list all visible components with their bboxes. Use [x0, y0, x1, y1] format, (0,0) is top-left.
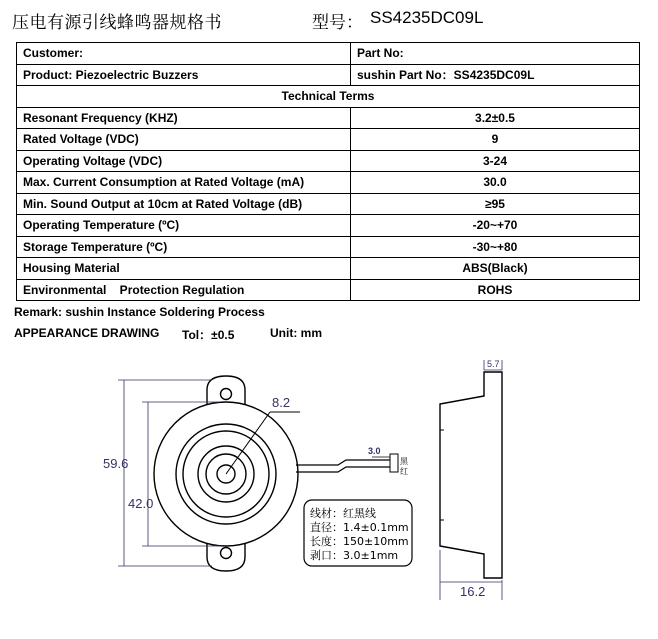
wire-black-label: 黑	[400, 457, 408, 466]
table-row	[17, 172, 640, 194]
dim-strip-label: 3.0	[368, 446, 381, 456]
customer-cell: Customer:	[17, 43, 351, 65]
bottom-mount-hole	[221, 548, 232, 559]
table-row	[17, 43, 640, 65]
side-view	[440, 372, 502, 578]
spec-label: Resonant Frequency (KHZ)	[17, 107, 351, 129]
spec-value: ABS(Black)	[351, 258, 640, 280]
document-title-cn: 压电有源引线蜂鸣器规格书	[12, 13, 222, 33]
spec-label: Rated Voltage (VDC)	[17, 129, 351, 151]
note-line: 剥口：3.0±1mm	[310, 549, 399, 562]
dim-outer-label: 59.6	[103, 456, 129, 471]
appearance-drawing	[0, 350, 658, 639]
table-row	[17, 107, 640, 129]
table-row	[17, 215, 640, 237]
table-row	[17, 64, 640, 86]
dim-side-small-label: 5.7	[487, 359, 500, 369]
spec-label: Min. Sound Output at 10cm at Rated Voltage (dB)	[17, 193, 351, 215]
side-profile	[440, 372, 502, 578]
table-row	[17, 86, 640, 108]
wire-end-strip	[390, 454, 398, 472]
dim-hole-label: 8.2	[272, 395, 291, 410]
model-number: SS4235DC09L	[370, 8, 484, 27]
spec-value: ≥95	[351, 193, 640, 215]
table-row	[17, 193, 640, 215]
spec-value: 3-24	[351, 150, 640, 172]
product-cell: Product: Piezoelectric Buzzers	[17, 64, 351, 86]
tolerance-text: Tol：±0.5	[182, 328, 235, 342]
note-line: 长度：150±10mm	[310, 535, 409, 548]
spec-value: 3.2±0.5	[351, 107, 640, 129]
spec-label: Operating Voltage (VDC)	[17, 150, 351, 172]
table-row	[17, 236, 640, 258]
table-row	[17, 258, 640, 280]
spec-value: -20~+70	[351, 215, 640, 237]
appearance-heading	[14, 326, 322, 342]
wire-red-label: 红	[400, 467, 408, 476]
spec-label: Operating Temperature (ºC)	[17, 215, 351, 237]
note-line: 线材：红黑线	[310, 507, 376, 520]
model-label: 型号：	[312, 13, 363, 33]
section-title: Technical Terms	[17, 86, 640, 108]
table-row	[17, 279, 640, 301]
wire-red	[296, 467, 390, 472]
spec-label: Environmental Protection Regulation	[17, 279, 351, 301]
dim-inner-label: 42.0	[128, 496, 154, 511]
unit-text: Unit: mm	[270, 326, 322, 340]
wire-black	[296, 460, 390, 465]
spec-label: Housing Material	[17, 258, 351, 280]
spec-value: -30~+80	[351, 236, 640, 258]
part-no-cell: Part No:	[351, 43, 640, 65]
spec-value: ROHS	[351, 279, 640, 301]
spec-value: 9	[351, 129, 640, 151]
spec-label: Storage Temperature (ºC)	[17, 236, 351, 258]
table-row	[17, 129, 640, 151]
remark-text: Remark: sushin Instance Soldering Process	[14, 305, 265, 319]
spec-label: Max. Current Consumption at Rated Voltage (mA)	[17, 172, 351, 194]
sushin-part-cell: sushin Part No：SS4235DC09L	[351, 64, 640, 86]
top-mount-hole	[221, 389, 232, 400]
table-row	[17, 150, 640, 172]
spec-table	[16, 42, 640, 301]
spec-value: 30.0	[351, 172, 640, 194]
appearance-title: APPEARANCE DRAWING	[14, 326, 160, 340]
wire-note-box	[304, 500, 412, 566]
note-line: 直径：1.4±0.1mm	[310, 521, 409, 534]
dim-side-width-label: 16.2	[460, 584, 486, 599]
